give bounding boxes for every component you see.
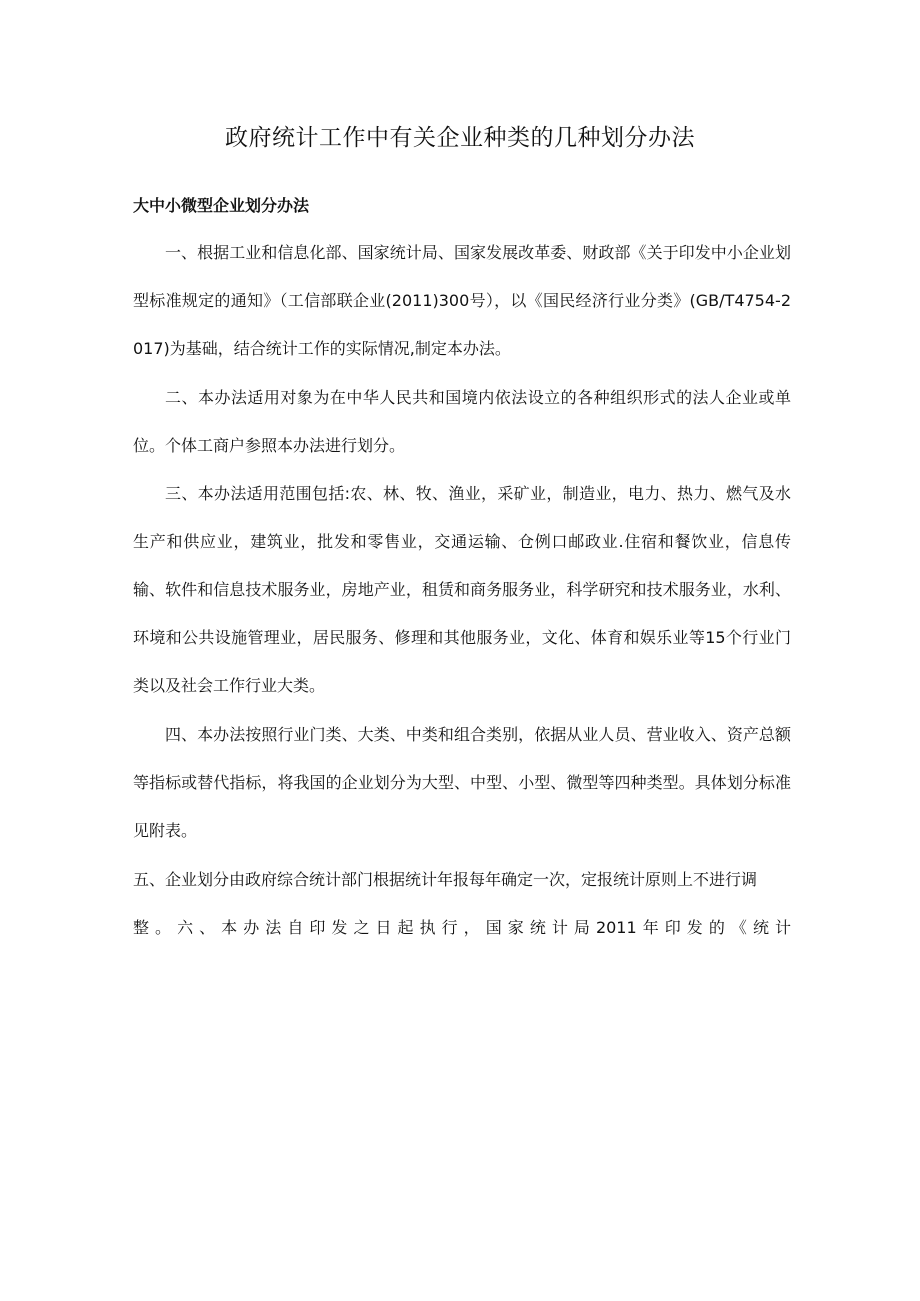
- paragraph-5-line-1: 五、企业划分由政府综合统计部门根据统计年报每年确定一次，定报统计原则上不进行调: [133, 870, 758, 889]
- document-title: 政府统计工作中有关企业种类的几种划分办法: [225, 125, 695, 151]
- section-heading: 大中小微型企业划分办法: [133, 196, 310, 215]
- paragraph-3: 三、本办法适用范围包括:农、林、牧、渔业，采矿业，制造业，电力、热力、燃气及水生产和供应业，建筑业，批发和零售业，交通运输、仓例口邮政业.住宿和餐饮业，信息传输、软件和信息技术服务业，房地产业，租赁和商务服务业，科学研究和技术服务业，水利、环境和公共设施管理业，居民服务、修理和其他服务业，文化、体育和娱乐业等15个行业门类以及社会工作行业大类。: [133, 484, 791, 695]
- paragraph-4: 四、本办法按照行业门类、大类、中类和组合类别，依据从业人员、营业收入、资产总额等指标或替代指标，将我国的企业划分为大型、中型、小型、微型等四种类型。具体划分标准见附表。: [133, 725, 791, 840]
- paragraph-5: [133, 856, 791, 952]
- paragraph-2: 二、本办法适用对象为在中华人民共和国境内依法设立的各种组织形式的法人企业或单位。个体工商户参照本办法进行划分。: [133, 388, 791, 455]
- paragraph-1: 一、根据工业和信息化部、国家统计局、国家发展改革委、财政部《关于印发中小企业划型标准规定的通知》（工信部联企业(2011)300号），以《国民经济行业分类》(GB/T4754-2017)为基础，结合统计工作的实际情况,制定本办法。: [133, 243, 791, 358]
- paragraph-5-line-2: 整。六、本办法自印发之日起执行，国家统计局2011年印发的《统计: [133, 918, 791, 937]
